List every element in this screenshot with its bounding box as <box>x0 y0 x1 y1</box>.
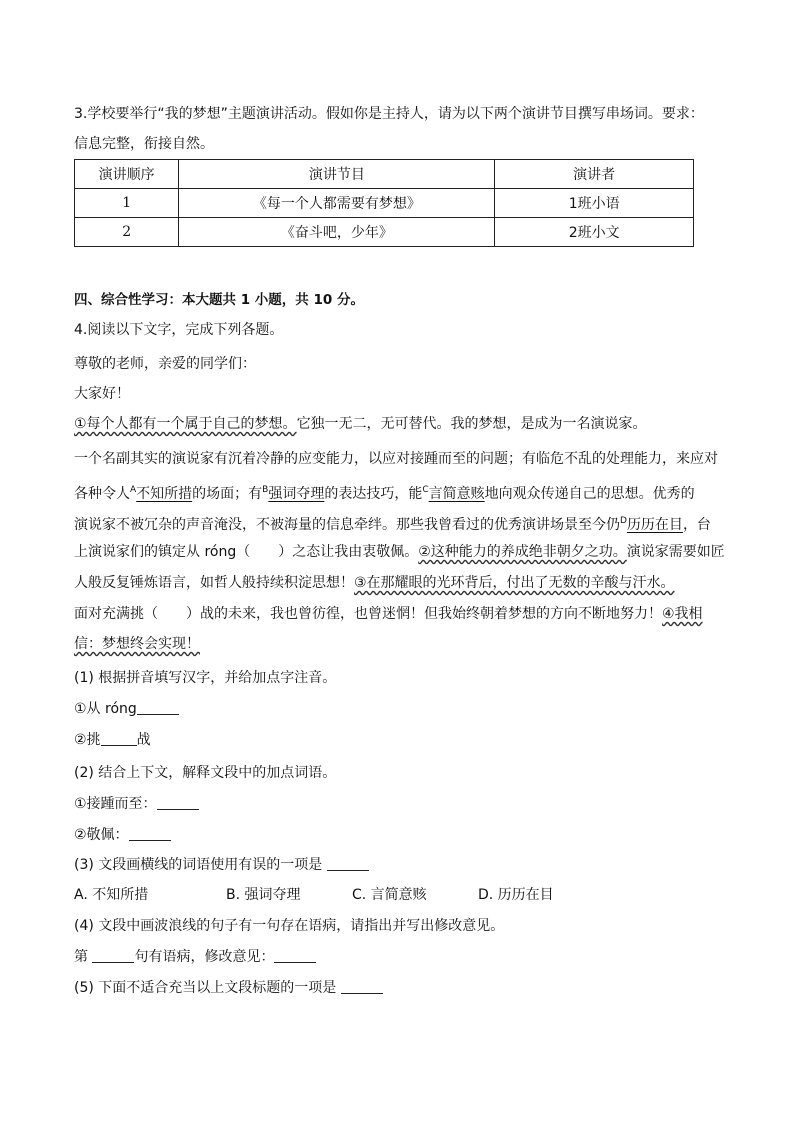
row-1-order: 1 <box>75 189 179 218</box>
table-row <box>75 218 694 247</box>
passage-text: 人般反复锤炼语言，如哲人般持续积淀思想！ <box>74 575 354 591</box>
marker-d: D <box>620 516 627 526</box>
underlined-word-b: 强词夺理 <box>268 486 325 502</box>
passage-line-2: 一个名副其实的演说家有沉着冷静的应变能力，以应对接踵而至的问题；有临危不乱的处理能力，来应对 <box>74 451 718 467</box>
question-text: (5) 下面不适合充当以上文段标题的一项是 <box>74 980 337 996</box>
passage-line-3 <box>74 480 695 504</box>
header-order: 演讲顺序 <box>75 160 179 189</box>
passage-line-7 <box>74 604 703 624</box>
wavy-sentence-1: ①每个人都有一个属于自己的梦想。 <box>74 416 297 432</box>
answer-blank[interactable] <box>327 856 369 871</box>
passage-line-1 <box>74 414 647 434</box>
wavy-sentence-2: ②这种能力的养成绝非朝夕之功。 <box>418 544 627 560</box>
header-speaker: 演讲者 <box>495 160 694 189</box>
item-label: 战 <box>136 732 151 748</box>
section-4-heading: 四、综合性学习：本大题共 1 小题，共 10 分。 <box>74 292 364 308</box>
sub-question-5 <box>74 978 383 998</box>
option-d[interactable]: D. 历历在目 <box>478 887 554 903</box>
sub-question-3 <box>74 855 369 875</box>
question-3-prompt: 3.学校要举行“我的梦想”主题演讲活动。假如你是主持人，请为以下两个演讲节目撰写串场词。要求： <box>74 106 704 122</box>
passage-text: 地向观众传递自己的思想。优秀的 <box>484 486 695 502</box>
speech-salutation: 尊敬的老师，亲爱的同学们： <box>74 356 256 372</box>
marker-a: A <box>130 485 137 495</box>
marker-c: C <box>422 485 429 495</box>
item-label: 第 <box>74 949 88 965</box>
answer-blank[interactable] <box>137 700 179 715</box>
passage-text: 各种令人 <box>74 486 130 502</box>
underlined-word-a: 不知所措 <box>136 486 193 502</box>
sub-question-4: (4) 文段中画波浪线的句子有一句存在语病，请指出并写出修改意见。 <box>74 918 505 934</box>
sub-question-1: (1) 根据拼音填写汉字，并给加点字注音。 <box>74 670 337 686</box>
wavy-sentence-4-end: 信：梦想终会实现！ <box>74 636 200 652</box>
table-header-row <box>75 160 694 189</box>
marker-b: B <box>262 485 269 495</box>
speech-greeting: 大家好！ <box>74 386 130 402</box>
passage-line-4 <box>74 511 711 535</box>
answer-blank[interactable] <box>101 731 137 746</box>
passage-line-8 <box>74 634 200 654</box>
passage-text: 的场面；有 <box>192 486 263 502</box>
row-2-speaker: 2班小文 <box>495 218 694 247</box>
row-1-program: 《每一个人都需要有梦想》 <box>179 189 495 218</box>
sub-question-2-item-b <box>74 825 171 845</box>
answer-blank[interactable] <box>341 979 383 994</box>
option-a[interactable]: A. 不知所措 <box>74 887 149 903</box>
sub-question-3-options <box>74 885 554 905</box>
passage-text: 它独一无二，无可替代。我的梦想，是成为一名演说家。 <box>296 416 647 432</box>
row-2-order: 2 <box>75 218 179 247</box>
item-label: ①从 róng <box>74 701 137 717</box>
sub-question-2-item-a <box>74 794 199 814</box>
item-label: ①接踵而至： <box>74 796 157 812</box>
sub-question-2: (2) 结合上下文，解释文段中的加点词语。 <box>74 765 337 781</box>
question-4-intro: 4.阅读以下文字，完成下列各题。 <box>74 322 284 338</box>
wavy-sentence-4-start: ④我相 <box>662 606 703 622</box>
passage-line-5 <box>74 542 725 562</box>
passage-text: 面对充满挑（ ）战的未来，我也曾彷徨，也曾迷惘！但我始终朝着梦想的方向不断地努力！ <box>74 606 662 622</box>
sub-question-1-item-b <box>74 730 151 750</box>
passage-line-6 <box>74 573 675 593</box>
answer-blank[interactable] <box>92 948 134 963</box>
row-2-program: 《奋斗吧，少年》 <box>179 218 495 247</box>
row-1-speaker: 1班小语 <box>495 189 694 218</box>
table-row <box>75 189 694 218</box>
answer-blank[interactable] <box>274 948 316 963</box>
answer-blank[interactable] <box>129 826 171 841</box>
underlined-word-d: 历历在目 <box>626 517 683 533</box>
item-label: ②挑 <box>74 732 101 748</box>
answer-blank[interactable] <box>157 795 199 810</box>
passage-text: 上演说家们的镇定从 róng（ ）之态让我由衷敬佩。 <box>74 544 419 560</box>
item-label: 句有语病，修改意见： <box>134 949 275 965</box>
passage-text: ，台 <box>682 517 711 533</box>
question-3-requirement: 信息完整，衔接自然。 <box>74 136 214 152</box>
wavy-sentence-3: ③在那耀眼的光环背后，付出了无数的辛酸与汗水。 <box>354 575 675 591</box>
question-text: (3) 文段画横线的词语使用有误的一项是 <box>74 857 323 873</box>
passage-text: 的表达技巧，能 <box>324 486 423 502</box>
passage-text: 演说家需要如匠 <box>626 544 725 560</box>
item-label: ②敬佩： <box>74 827 129 843</box>
option-b[interactable]: B. 强词夺理 <box>226 887 301 903</box>
passage-text: 演说家不被冗杂的声音淹没，不被海量的信息牵绊。那些我曾看过的优秀演讲场景至今仍 <box>74 517 620 533</box>
sub-question-4-answer <box>74 947 316 967</box>
option-c[interactable]: C. 言简意赅 <box>352 887 427 903</box>
sub-question-1-item-a <box>74 699 179 719</box>
header-program: 演讲节目 <box>179 160 495 189</box>
speech-schedule-table <box>74 159 694 247</box>
underlined-word-c: 言简意赅 <box>428 486 485 502</box>
